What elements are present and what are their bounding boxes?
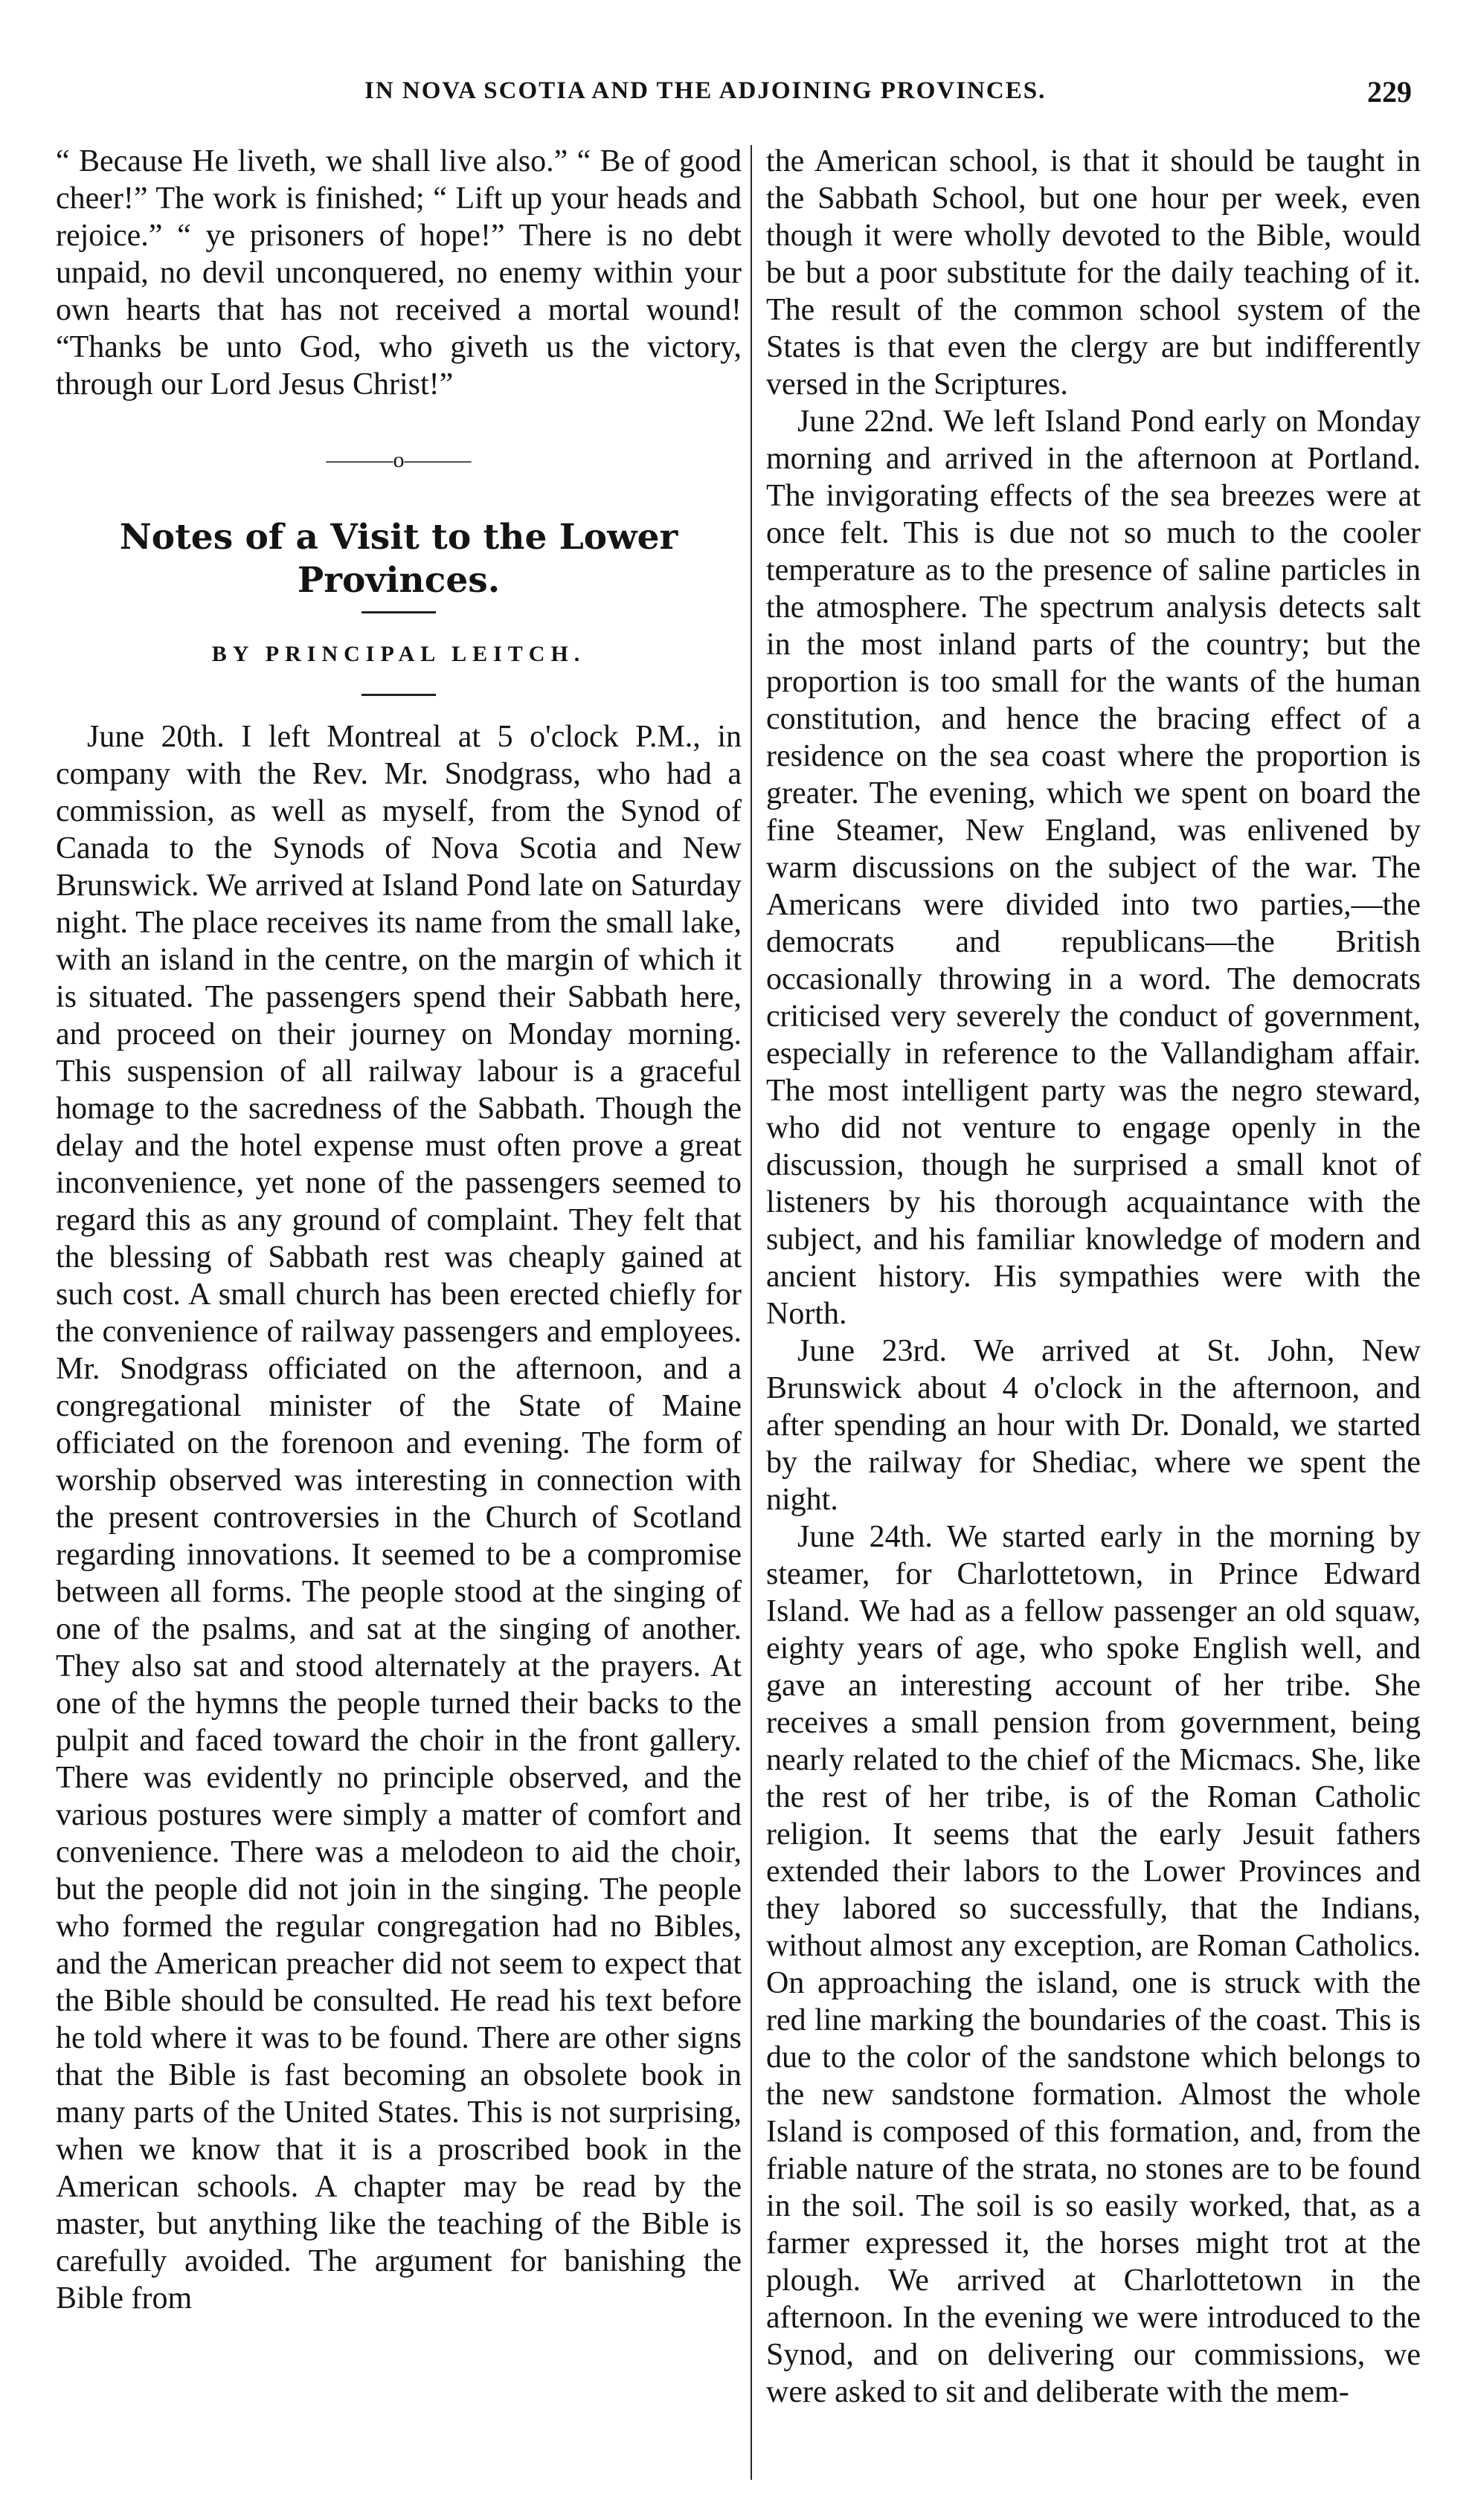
paragraph-june-20: June 20th. I left Montreal at 5 o'clock P.M., in company with the Rev. Mr. Snodgrass, who had a commission, as well as myself, from the Synod of Canada to the Synods of Nova Scotia and New Brunswick. We arrived at Island Pond late on Saturday night. The place receives its name from the small lake, with an island in the centre, on the margin of which it is situated. The passengers spend their Sabbath here, and proceed on their journey on Monday morning. This suspension of all railway labour is a graceful homage to the sacredness of the Sabbath. Though the delay and the hotel expense must often prove a great inconvenience, yet none of the passengers seemed to regard this as any ground of complaint. They felt that the blessing of Sabbath rest was cheaply gained at such cost. A small church has been erected chiefly for the convenience of railway passengers and employees. Mr. Snodgrass officiated on the afternoon, and a congregational minister of the State of Maine officiated on the forenoon and evening. The form of worship observed was interesting in connection with the present controversies in the Church of Scotland regarding innovations. It seemed to be a compromise between all forms. The people stood at the singing of one of the psalms, and sat at the singing of another. They also sat and stood alternately at the prayers. At one of the hymns the people turned their backs to the pulpit and faced toward the choir in the front gallery. There was evidently no principle observed, and the various postures were simply a matter of comfort and convenience. There was a melodeon to aid the choir, but the people did not join in the singing. The people who formed the regular congregation had no Bibles, and the American preacher did not seem to expect that the Bible should be consulted. He read his text before he told where it was to be found. There are other signs that the Bible is fast becoming an obsolete book in many parts of the United States. This is not surprising, when we know that it is a proscribed book in the American schools. A chapter may be read by the master, but anything like the teaching of the Bible is carefully avoided. The argument for banishing the Bible from — [56, 720, 742, 2316]
paragraph-june-24: June 24th. We started early in the morning by steamer, for Charlottetown, in Prince Edward Island. We had as a fellow passenger an old squaw, eighty years of age, who spoke English well, and gave an interesting account of her tribe. She receives a small pension from government, being nearly related to the chief of the Micmacs. She, like the rest of her tribe, is of the Roman Catholic religion. It seems that the early Jesuit fathers extended their labors to the Lower Provinces and they labored so successfully, that the Indians, without almost any exception, are Roman Catholics. On approaching the island, one is struck with the red line marking the boundaries of the coast. This is due to the color of the sandstone which belongs to the new sandstone formation. Almost the whole Island is composed of this formation, and, from the friable nature of the strata, no stones are to be found in the soil. The soil is so easily worked, that, as a farmer expressed it, the horses might trot at the plough. We arrived at Charlottetown in the afternoon. In the evening we were introduced to the Synod, and on delivering our commissions, we were asked to sit and deliberate with the mem- — [766, 1520, 1421, 2409]
right-column — [766, 143, 1421, 2411]
running-title: IN NOVA SCOTIA AND THE ADJOINING PROVINCES. — [364, 77, 1047, 104]
running-head — [0, 74, 1475, 112]
paragraph-continuation-right: the American school, is that it should be taught in the Sabbath School, but one hour per week, even though it were wholly devoted to the Bible, would be but a poor substitute for the daily teaching of it. The result of the common school system of the States is that even the clergy are but indifferently versed in the Scriptures. — [766, 144, 1421, 402]
byline-rule — [361, 694, 436, 696]
page-number: 229 — [1367, 75, 1412, 109]
byline: BY PRINCIPAL LEITCH. — [211, 642, 586, 666]
section-ornament: ———o——— — [326, 448, 472, 472]
column-divider — [751, 145, 752, 2480]
title-rule — [361, 611, 436, 613]
continuation-paragraph: “ Because He liveth, we shall live also.” “ Be of good cheer!” The work is finished; “ Lift up your heads and rejoice.” “ ye prisoners of hope!” There is no debt unpaid, no devil unconquered, no enemy within your own hearts that has not received a mortal wound! “Thanks be unto God, who giveth us the victory, through our Lord Jesus Christ!” — [56, 144, 742, 402]
paragraph-june-22: June 22nd. We left Island Pond early on Monday morning and arrived in the afternoon at Portland. The invigorating effects of the sea breezes were at once felt. This is due not so much to the cooler temperature as to the presence of saline particles in the atmosphere. The spectrum analysis detects salt in the most inland parts of the country; but the proportion is too small for the wants of the human constitution, and hence the bracing effect of a residence on the sea coast where the proportion is greater. The evening, which we spent on board the fine Steamer, New England, was enlivened by warm discussions on the subject of the war. The Americans were divided into two parties,—the democrats and republicans—the British occasionally throwing in a word. The democrats criticised very severely the conduct of government, especially in reference to the Vallandigham affair. The most intelligent party was the negro steward, who did not venture to engage openly in the discussion, though he surprised a small knot of listeners by his thorough acquaintance with the subject, and his familiar knowledge of modern and ancient history. His sympathies were with the North. — [766, 405, 1421, 1331]
article-title: Notes of a Visit to the Lower Provinces. — [119, 517, 678, 601]
left-column — [56, 143, 742, 2317]
paragraph-june-23: June 23rd. We arrived at St. John, New Brunswick about 4 o'clock in the afternoon, and after spending an hour with Dr. Donald, we started by the railway for Shediac, where we spent the night. — [766, 1334, 1421, 1517]
